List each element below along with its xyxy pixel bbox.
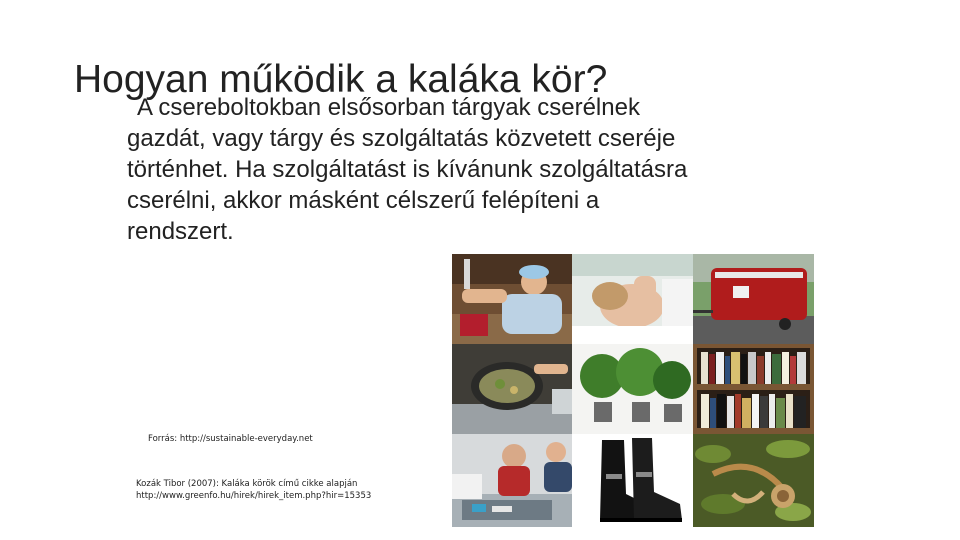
photo-collage <box>452 254 814 527</box>
photo-red-trailer <box>693 254 814 344</box>
reference-caption <box>136 478 371 502</box>
photo-bookshelf <box>693 344 814 434</box>
source-caption: Forrás: http://sustainable-everyday.net <box>148 434 313 444</box>
body-line: rendszert. <box>127 218 234 245</box>
photo-workshop-people <box>452 434 572 527</box>
body-line: gazdát, vagy tárgy és szolgáltatás közvetett cseréje <box>127 125 676 152</box>
body-line: A csereboltokban elsősorban tárgyak cserélnek <box>137 94 640 121</box>
reference-line: http://www.greenfo.hu/hirek/hirek_item.php?hir=15353 <box>136 491 372 501</box>
photo-cooking-pan <box>452 344 572 434</box>
photo-potted-plants <box>572 344 693 434</box>
slide-body-text <box>127 92 807 247</box>
photo-leather-boots <box>572 434 693 527</box>
body-line: cserélni, akkor másként célszerű felépíteni a <box>127 187 600 214</box>
photo-plumber-under-sink <box>452 254 572 344</box>
reference-line: Kozák Tibor (2007): Kaláka körök című cikke alapján <box>136 479 358 489</box>
photo-garden-snail <box>693 434 814 527</box>
photo-face-massage <box>572 254 693 344</box>
slide-title: Hogyan működik a kaláka kör? <box>74 58 608 101</box>
body-line: történhet. Ha szolgáltatást is kívánunk szolgáltatásra <box>127 156 688 183</box>
